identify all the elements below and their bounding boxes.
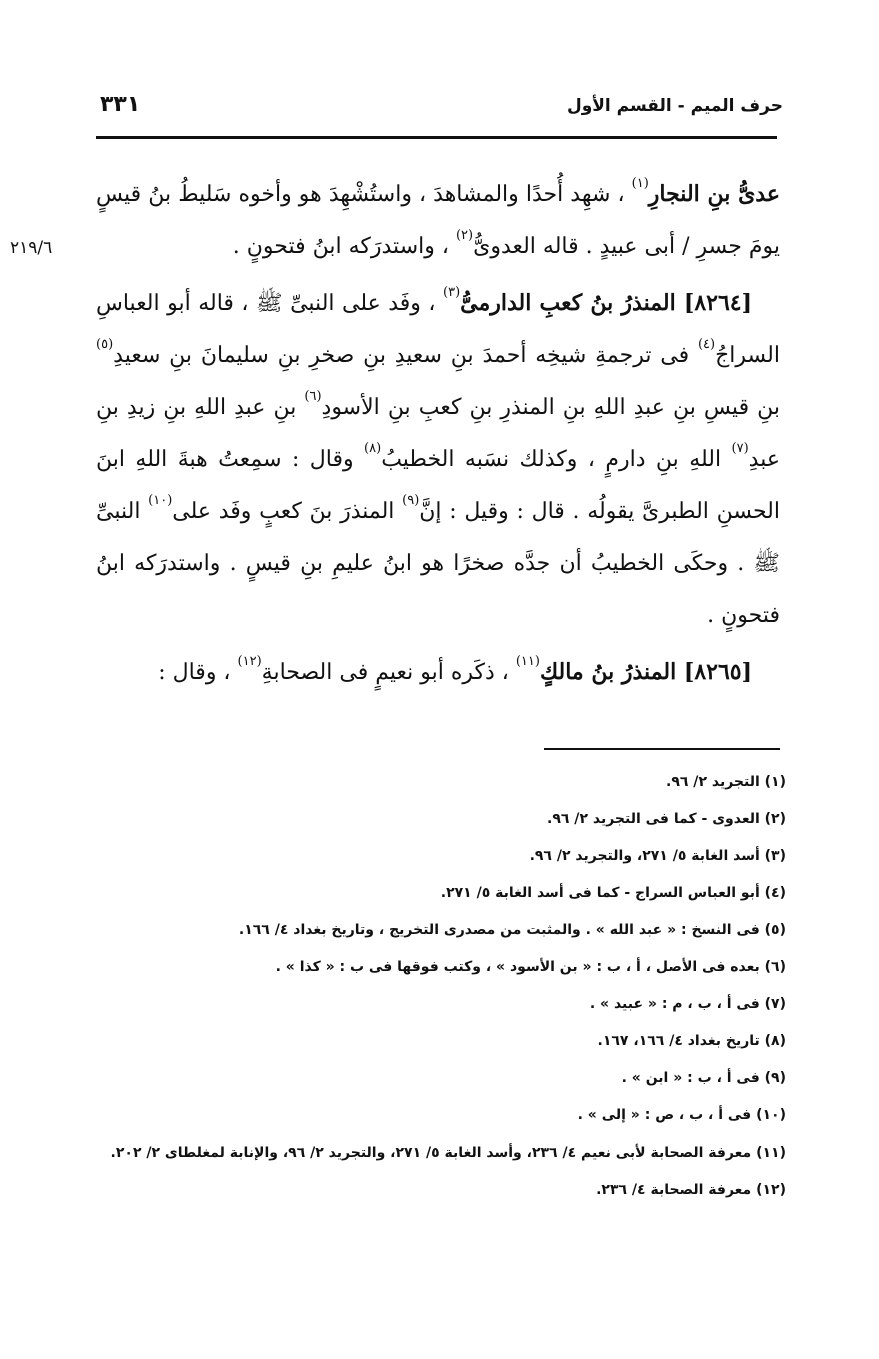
footnote-ref: (٨) bbox=[364, 441, 382, 456]
paragraph-text: وقال : سمِعتُ هبةَ اللهِ ابنَ الحسنِ الطبرىَّ يقولُه . قال : وقيل : إنَّ bbox=[96, 447, 780, 524]
page-header bbox=[96, 92, 783, 132]
footnote-ref: (١١) bbox=[515, 654, 540, 669]
footnote: (٢) العدوى - كما فى التجريد ٢/ ٩٦. bbox=[547, 811, 786, 827]
page-number: ٣٣١ bbox=[100, 92, 141, 117]
entry-8264 bbox=[96, 277, 780, 642]
footnote: (٩) فى أ ، ب : « ابن » . bbox=[621, 1070, 786, 1086]
paragraph-text: اللهِ بنِ دارمٍ ، وكذلك نسَبه الخطيبُ bbox=[381, 447, 732, 472]
margin-page-reference: ٢١٩/٦ bbox=[10, 238, 53, 258]
footnote: (٨) تاريخ بغداد ٤/ ١٦٦، ١٦٧. bbox=[597, 1033, 786, 1049]
footnote-ref: (٧) bbox=[731, 441, 749, 456]
header-rule bbox=[96, 136, 777, 139]
paragraph-text: ، واستدرَكه ابنُ فتحونٍ . bbox=[232, 234, 456, 259]
paragraph-adi-ibn-najjar bbox=[96, 168, 780, 273]
paragraph-text: ، وفَد على النبىِّ ﷺ ، قاله أبو العباسِ السراجُ bbox=[96, 291, 780, 368]
footnote: (٤) أبو العباس السراج - كما فى أسد الغابة ٥/ ٢٧١. bbox=[440, 885, 786, 901]
paragraph-text: بنِ عبدِ اللهِ بنِ زيدِ بنِ عبدِ bbox=[96, 395, 780, 472]
paragraph-text: ، وقال : bbox=[158, 660, 238, 685]
paragraph-text: بنِ قيسِ بنِ عبدِ اللهِ بنِ المنذرِ بنِ كعبِ بنِ الأسودِ bbox=[321, 395, 780, 420]
footnote-ref: (٩) bbox=[402, 493, 420, 508]
paragraph-text: ، شهِد أُحدًا والمشاهدَ ، واستُشْهِدَ هو وأخوه سَليطُ بنُ قيسٍ يومَ جسرِ / أبى عبيدٍ . قاله العدوىُّ bbox=[96, 182, 780, 259]
entry-heading: [٨٢٦٤] المنذرُ بنُ كعبِ الدارمىُّ bbox=[460, 290, 753, 316]
footnote-separator bbox=[544, 748, 780, 750]
footnote: (١١) معرفة الصحابة لأبى نعيم ٤/ ٢٣٦، وأسد الغابة ٥/ ٢٧١، والتجريد ٢/ ٩٦، والإنابة لمغلطاى ٢/ ٢٠٢. bbox=[110, 1145, 786, 1161]
footnote-ref: (٥) bbox=[96, 337, 114, 352]
paragraph-text: المنذرَ بنَ كعبٍ وفَد على bbox=[172, 499, 403, 524]
footnote-ref: (١٠) bbox=[148, 493, 173, 508]
footnote: (١) التجريد ٢/ ٩٦. bbox=[666, 774, 786, 790]
footnotes bbox=[96, 764, 786, 1209]
footnote-ref: (٦) bbox=[304, 389, 322, 404]
footnote-ref: (٤) bbox=[697, 337, 716, 352]
entry-8265 bbox=[96, 646, 780, 699]
footnote: (١٢) معرفة الصحابة ٤/ ٢٣٦. bbox=[596, 1182, 786, 1198]
footnote: (١٠) فى أ ، ب ، ص : « إلى » . bbox=[577, 1107, 786, 1123]
footnote: (٦) بعده فى الأصل ، أ ، ب : « بن الأسود » ، وكتب فوقها فى ب : « كذا » . bbox=[275, 959, 786, 975]
footnote: (٥) فى النسخ : « عبد الله » . والمثبت من مصدرى التخريج ، وتاريخ بغداد ٤/ ١٦٦. bbox=[238, 922, 786, 938]
paragraph-text: النبىِّ ﷺ . وحكَى الخطيبُ أن جدَّه صخرًا هو ابنُ عليمِ بنِ قيسٍ . واستدرَكه ابنُ فتحونٍ . bbox=[96, 499, 780, 628]
paragraph-text: فى ترجمةِ شيخِه أحمدَ بنِ سعيدِ بنِ صخرِ بنِ سليمانَ بنِ سعيدِ bbox=[113, 343, 698, 368]
entry-heading: [٨٢٦٥] المنذرُ بنُ مالكٍ bbox=[539, 659, 752, 685]
footnote-ref: (٣) bbox=[443, 285, 461, 300]
footnote: (٣) أسد الغابة ٥/ ٢٧١، والتجريد ٢/ ٩٦. bbox=[529, 848, 786, 864]
main-text bbox=[96, 168, 780, 699]
running-title: حرف الميم - القسم الأول bbox=[566, 96, 783, 116]
person-name: عدىُّ بنِ النجارِ bbox=[648, 181, 780, 207]
footnote-ref: (١٢) bbox=[237, 654, 262, 669]
footnote-ref: (٢) bbox=[455, 228, 474, 243]
paragraph-text: ، ذكَره أبو نعيمٍ فى الصحابةِ bbox=[261, 660, 516, 685]
footnote-ref: (١) bbox=[631, 176, 649, 191]
footnote: (٧) فى أ ، ب ، م : « عبيد » . bbox=[589, 996, 786, 1012]
